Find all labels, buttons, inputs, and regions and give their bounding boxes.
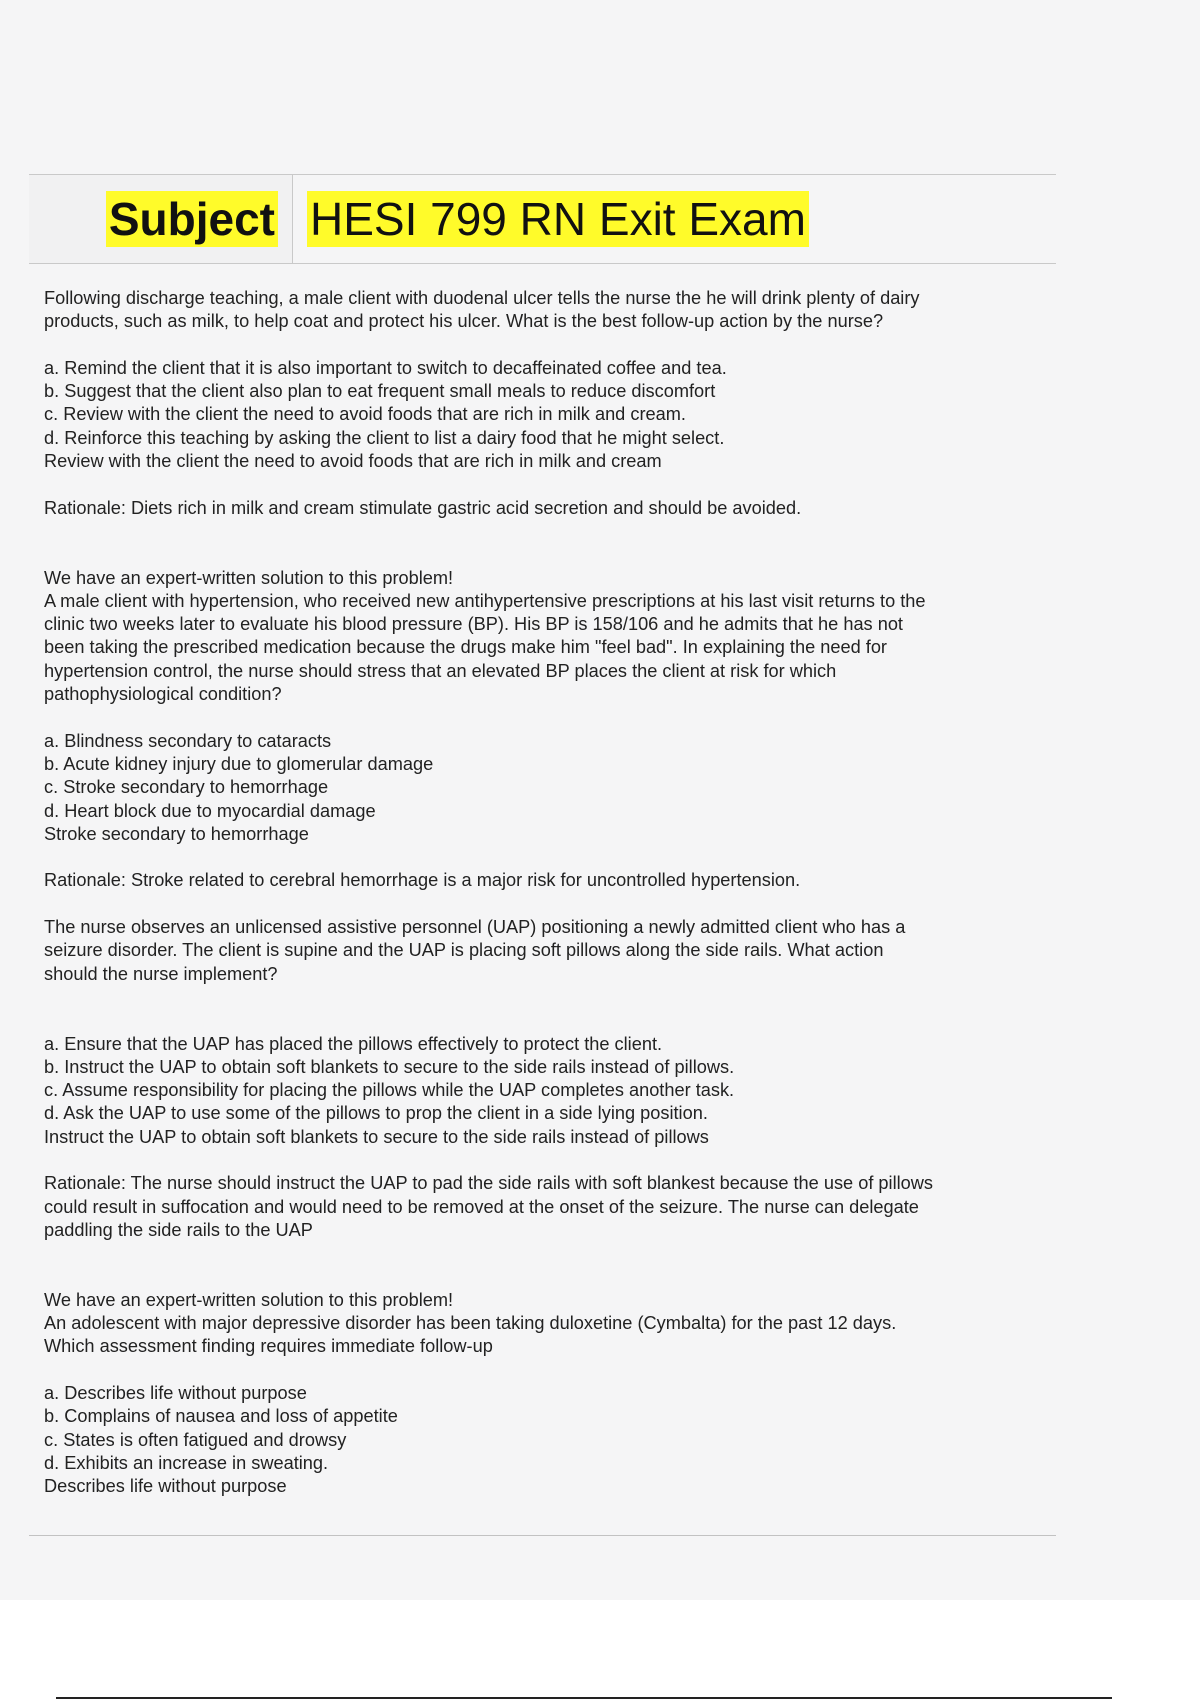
blank-line	[44, 520, 1044, 543]
blank-line	[44, 706, 1044, 729]
text-line: hypertension control, the nurse should stress that an elevated BP places the client at risk for which	[44, 660, 837, 681]
text-line: seizure disorder. The client is supine and the UAP is placing soft pillows along the side rails. What action	[44, 940, 884, 961]
blank-line	[44, 1242, 1044, 1265]
text-line: Stroke secondary to hemorrhage	[44, 823, 309, 844]
text-line: should the nurse implement?	[44, 963, 278, 984]
text-line: d. Reinforce this teaching by asking the client to list a dairy food that he might select.	[44, 427, 725, 448]
blank-line	[44, 473, 1044, 496]
blank-line	[44, 334, 1044, 357]
subject-value-cell	[293, 175, 1056, 263]
text-line: c. Review with the client the need to avoid foods that are rich in milk and cream.	[44, 404, 686, 425]
text-line: clinic two weeks later to evaluate his blood pressure (BP). His BP is 158/106 and he admits that he has not	[44, 614, 903, 635]
text-line: d. Ask the UAP to use some of the pillows to prop the client in a side lying position.	[44, 1103, 708, 1124]
text-line: A male client with hypertension, who received new antihypertensive prescriptions at his last visit returns to the	[44, 590, 926, 611]
blank-line	[44, 1359, 1044, 1382]
subject-value: HESI 799 RN Exit Exam	[307, 191, 809, 247]
text-line: b. Suggest that the client also plan to eat frequent small meals to reduce discomfort	[44, 381, 716, 402]
text-line: Rationale: Stroke related to cerebral hemorrhage is a major risk for uncontrolled hypertension.	[44, 870, 801, 891]
text-line: could result in suffocation and would need to be removed at the onset of the seizure. The nurse can delegate	[44, 1196, 919, 1217]
text-line: The nurse observes an unlicensed assistive personnel (UAP) positioning a newly admitted client who has a	[44, 917, 906, 938]
text-line: Describes life without purpose	[44, 1476, 287, 1497]
blank-line	[44, 893, 1044, 916]
blank-line	[44, 1149, 1044, 1172]
question-content	[44, 287, 1044, 1498]
subject-label: Subject	[106, 191, 278, 247]
text-line: c. States is often fatigued and drowsy	[44, 1429, 347, 1450]
text-line: products, such as milk, to help coat and protect his ulcer. What is the best follow-up action by the nurse?	[44, 311, 884, 332]
text-line: Which assessment finding requires immediate follow-up	[44, 1336, 493, 1357]
text-line: c. Stroke secondary to hemorrhage	[44, 777, 329, 798]
text-line: a. Remind the client that it is also important to switch to decaffeinated coffee and tea.	[44, 357, 727, 378]
text-line: a. Blindness secondary to cataracts	[44, 730, 332, 751]
text-line: We have an expert-written solution to this problem!	[44, 1289, 454, 1310]
text-line: Instruct the UAP to obtain soft blankets to secure to the side rails instead of pillows	[44, 1126, 709, 1147]
text-line: b. Instruct the UAP to obtain soft blankets to secure to the side rails instead of pillows.	[44, 1056, 735, 1077]
section-divider	[29, 1535, 1056, 1536]
text-line: a. Ensure that the UAP has placed the pillows effectively to protect the client.	[44, 1033, 663, 1054]
subject-label-cell	[29, 175, 293, 263]
text-line: been taking the prescribed medication because the drugs make him "feel bad". In explaining the need for	[44, 637, 887, 658]
blank-line	[44, 846, 1044, 869]
page-bottom-rule	[56, 1697, 1112, 1699]
blank-line	[44, 1265, 1044, 1288]
blank-line	[44, 1009, 1044, 1032]
subject-header-table	[29, 174, 1056, 264]
text-line: Following discharge teaching, a male client with duodenal ulcer tells the nurse the he will drink plenty of dairy	[44, 288, 920, 308]
blank-line	[44, 543, 1044, 566]
text-line: c. Assume responsibility for placing the pillows while the UAP completes another task.	[44, 1080, 735, 1101]
text-line: pathophysiological condition?	[44, 684, 282, 705]
blank-line	[44, 986, 1044, 1009]
text-line: paddling the side rails to the UAP	[44, 1219, 313, 1240]
text-line: a. Describes life without purpose	[44, 1382, 307, 1403]
text-line: b. Complains of nausea and loss of appetite	[44, 1406, 398, 1427]
text-line: Rationale: The nurse should instruct the UAP to pad the side rails with soft blankest because the use of pillows	[44, 1173, 934, 1194]
text-line: b. Acute kidney injury due to glomerular damage	[44, 753, 434, 774]
text-line: We have an expert-written solution to this problem!	[44, 567, 454, 588]
text-line: d. Heart block due to myocardial damage	[44, 800, 376, 821]
text-line: Review with the client the need to avoid foods that are rich in milk and cream	[44, 451, 662, 472]
text-line: Rationale: Diets rich in milk and cream stimulate gastric acid secretion and should be avoided.	[44, 497, 802, 518]
text-line: d. Exhibits an increase in sweating.	[44, 1452, 329, 1473]
text-line: An adolescent with major depressive disorder has been taking duloxetine (Cymbalta) for the past 12 days.	[44, 1313, 897, 1334]
